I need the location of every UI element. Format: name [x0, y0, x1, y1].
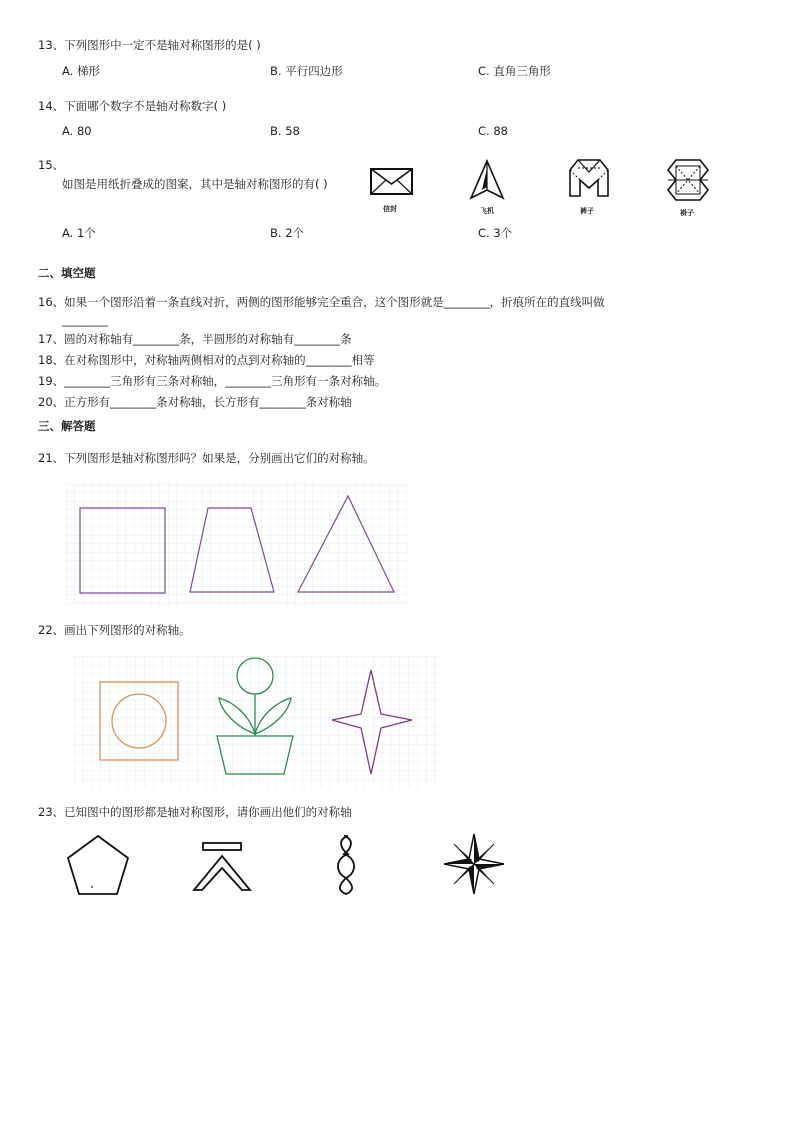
- q15-number: 15、: [38, 158, 65, 172]
- q15-stem: 如图是用纸折叠成的图案，其中是轴对称图形的有( ): [62, 177, 328, 191]
- caption-envelope: 信封: [383, 205, 397, 213]
- folded-shirt-icon: [568, 158, 610, 200]
- q16-line1: 16、如果一个图形沿着一条直线对折，两侧的图形能够完全重合，这个图形就是________，折痕所在的直线叫做: [38, 295, 605, 309]
- q14-option-a[interactable]: A. 80: [62, 124, 92, 138]
- q23-pentagon: [68, 836, 128, 894]
- q15-option-c[interactable]: C. 3个: [478, 226, 513, 240]
- caption-candy: 褂子: [680, 209, 694, 217]
- q22-stem: 22、画出下列图形的对称轴。: [38, 623, 191, 637]
- q21-stem: 21、下列图形是轴对称图形吗？如果是，分别画出它们的对称轴。: [38, 451, 375, 465]
- q23-stem: 23、已知图中的图形都是轴对称图形，请你画出他们的对称轴: [38, 805, 352, 819]
- q13-stem: 13、下列图形中一定不是轴对称图形的是( ): [38, 38, 261, 52]
- q14-option-b[interactable]: B. 58: [270, 124, 300, 138]
- q13-option-a[interactable]: A. 梯形: [62, 64, 100, 78]
- q20: 20、正方形有________条对称轴，长方形有________条对称轴: [38, 395, 352, 409]
- q14-option-c[interactable]: C. 88: [478, 124, 508, 138]
- q23-figures: [66, 832, 506, 898]
- q13-option-b[interactable]: B. 平行四边形: [270, 64, 343, 78]
- q15-option-b[interactable]: B. 2个: [270, 226, 305, 240]
- caption-plane: 飞机: [480, 207, 494, 215]
- q17: 17、圆的对称轴有________条，半圆形的对称轴有________条: [38, 332, 352, 346]
- q23-compass-star: [444, 834, 504, 894]
- q15-option-a[interactable]: A. 1个: [62, 226, 96, 240]
- q13-option-c[interactable]: C. 直角三角形: [478, 64, 551, 78]
- q16-line2: ________: [62, 313, 108, 327]
- q21-grid-figure: [66, 484, 408, 604]
- section-title-answer: 三、解答题: [38, 419, 96, 433]
- q23-vase: [338, 836, 354, 894]
- q18: 18、在对称图形中，对称轴两侧相对的点到对称轴的________相等: [38, 353, 375, 367]
- paper-plane-icon: [470, 160, 504, 200]
- q14-stem: 14、下面哪个数字不是轴对称数字( ): [38, 99, 227, 113]
- folded-candy-icon: [666, 158, 710, 202]
- caption-shirt: 裤子: [580, 207, 594, 215]
- q19: 19、________三角形有三条对称轴，________三角形有一条对称轴。: [38, 374, 387, 388]
- q22-grid-figure: [74, 656, 438, 788]
- envelope-icon: [370, 168, 414, 196]
- q23-arrow-with-bar: [194, 843, 250, 890]
- section-title-fill-in: 二、填空题: [38, 266, 96, 280]
